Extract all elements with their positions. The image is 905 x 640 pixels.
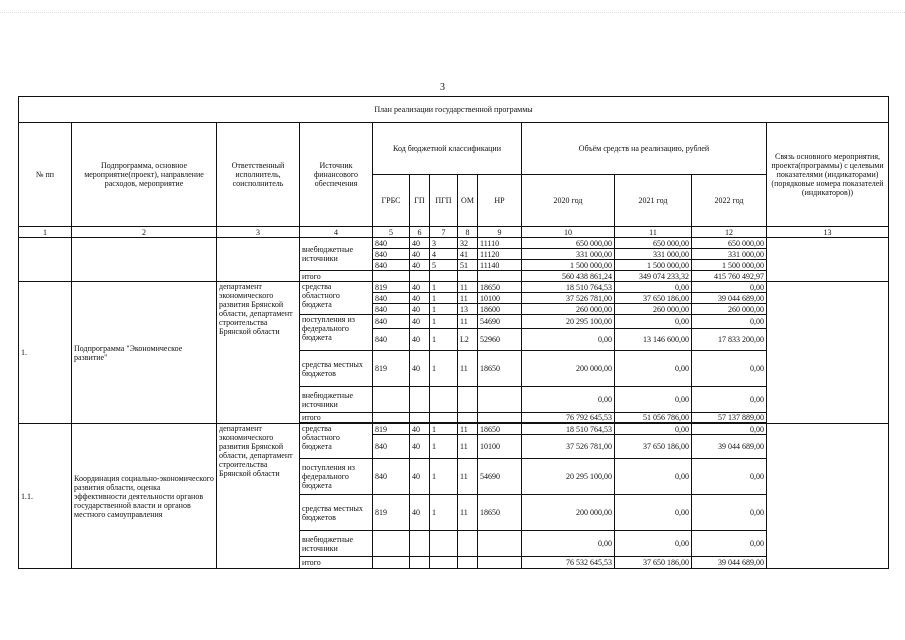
cell-2022: 17 833 200,00 xyxy=(692,329,767,351)
col-number: 10 xyxy=(522,227,615,238)
col-number: 6 xyxy=(410,227,430,238)
header-om: ОМ xyxy=(458,175,478,227)
cell-2020: 200 000,00 xyxy=(522,495,615,531)
cell-2022: 650 000,00 xyxy=(692,238,767,249)
cell-grbs: 819 xyxy=(373,424,410,435)
total-2022: 57 137 889,00 xyxy=(692,413,767,423)
cell-2020: 0,00 xyxy=(522,531,615,557)
cell-gp: 40 xyxy=(410,315,430,329)
table-row xyxy=(19,282,889,293)
cell-empty xyxy=(410,557,430,569)
source-local: средства местных бюджетов xyxy=(300,495,373,531)
cell-pgp: 3 xyxy=(430,238,458,249)
cell-pgp: 1 xyxy=(430,351,458,387)
cell-nr: 10100 xyxy=(478,435,522,459)
cell-2020: 18 510 764,53 xyxy=(522,282,615,293)
source-local: средства местных бюджетов xyxy=(300,351,373,387)
table-title: План реализации государственной программы xyxy=(19,97,889,123)
page-number: 3 xyxy=(440,82,445,93)
cell-nr: 18650 xyxy=(478,424,522,435)
cell-nr: 54690 xyxy=(478,459,522,495)
cell-gp: 40 xyxy=(410,435,430,459)
cell-om: 32 xyxy=(458,238,478,249)
cell-2020: 20 295 100,00 xyxy=(522,315,615,329)
cell-empty xyxy=(373,413,410,423)
cell-pgp: 1 xyxy=(430,495,458,531)
cell-empty xyxy=(430,413,458,423)
cell-2022: 0,00 xyxy=(692,459,767,495)
cell-pgp: 1 xyxy=(430,424,458,435)
scan-artifact-line xyxy=(0,12,905,19)
header-indicator-link: Связь основного мероприятия, проекта(программы) с целевыми показателями (индикаторами) (порядковые номера показателей (индикаторов)) xyxy=(767,123,889,227)
executor-name: департамент экономического развития Брянской области, департамент строительства Брянской области xyxy=(217,424,300,569)
total-label: итого xyxy=(300,557,373,569)
cell-pgp: 1 xyxy=(430,459,458,495)
header-2022: 2022 год xyxy=(692,175,767,227)
subprogram-name: Подпрограмма "Экономическое развитие" xyxy=(72,282,217,424)
header-2021: 2021 год xyxy=(615,175,692,227)
cell-empty xyxy=(458,557,478,569)
cell-om: 41 xyxy=(458,249,478,260)
cell-empty xyxy=(478,271,522,282)
source-extra: внебюджетные источники xyxy=(300,238,373,271)
cell-empty xyxy=(410,271,430,282)
row-number: 1. xyxy=(19,282,72,424)
cell-2020: 650 000,00 xyxy=(522,238,615,249)
cell-nr: 11120 xyxy=(478,249,522,260)
cell-empty xyxy=(430,387,458,413)
cell-2021: 260 000,00 xyxy=(615,304,692,315)
subprogram-name: Координация социально-экономического развития области, оценка эффективности деятельности органов государственной власти и органов местного самоуправления xyxy=(72,424,217,569)
cell-pgp: 1 xyxy=(430,293,458,304)
program-plan-table xyxy=(18,96,889,569)
total-label: итого xyxy=(300,413,373,423)
col-number: 1 xyxy=(19,227,72,238)
cell-empty xyxy=(458,413,478,423)
cell-empty xyxy=(430,531,458,557)
cell-om: 13 xyxy=(458,304,478,315)
col-number: 8 xyxy=(458,227,478,238)
col-number: 2 xyxy=(72,227,217,238)
source-federal: поступления из федерального бюджета xyxy=(300,459,373,495)
cell-2021: 0,00 xyxy=(615,424,692,435)
cell-2020: 0,00 xyxy=(522,329,615,351)
cell-nr: 18650 xyxy=(478,495,522,531)
total-2021: 37 650 186,00 xyxy=(615,557,692,569)
cell-empty xyxy=(19,238,72,282)
cell-empty xyxy=(478,387,522,413)
total-2021: 349 074 233,32 xyxy=(615,271,692,282)
header-volume: Объём средств на реализацию, рублей xyxy=(522,123,767,175)
cell-2022: 1 500 000,00 xyxy=(692,260,767,271)
cell-2021: 0,00 xyxy=(615,315,692,329)
cell-empty xyxy=(767,424,889,569)
cell-om: 11 xyxy=(458,495,478,531)
cell-empty xyxy=(478,531,522,557)
cell-2020: 20 295 100,00 xyxy=(522,459,615,495)
col-number: 13 xyxy=(767,227,889,238)
cell-2022: 260 000,00 xyxy=(692,304,767,315)
cell-2022: 0,00 xyxy=(692,531,767,557)
cell-nr: 18600 xyxy=(478,304,522,315)
cell-gp: 40 xyxy=(410,459,430,495)
col-number: 12 xyxy=(692,227,767,238)
header-grbs: ГРБС xyxy=(373,175,410,227)
header-executor: Ответственный исполнитель, соисполнитель xyxy=(217,123,300,227)
cell-gp: 40 xyxy=(410,329,430,351)
cell-empty xyxy=(410,413,430,423)
table-row xyxy=(19,424,889,435)
header-num: № пп xyxy=(19,123,72,227)
cell-2022: 39 044 689,00 xyxy=(692,293,767,304)
cell-gp: 40 xyxy=(410,249,430,260)
source-regional: средства областного бюджета xyxy=(300,424,373,459)
cell-grbs: 819 xyxy=(373,351,410,387)
cell-empty xyxy=(373,271,410,282)
col-number: 3 xyxy=(217,227,300,238)
col-number: 9 xyxy=(478,227,522,238)
cell-empty xyxy=(478,557,522,569)
cell-pgp: 1 xyxy=(430,435,458,459)
cell-grbs: 840 xyxy=(373,238,410,249)
cell-2021: 0,00 xyxy=(615,351,692,387)
cell-pgp: 1 xyxy=(430,329,458,351)
cell-empty xyxy=(373,387,410,413)
cell-grbs: 840 xyxy=(373,293,410,304)
cell-2020: 331 000,00 xyxy=(522,249,615,260)
source-extra: внебюджетные источники xyxy=(300,387,373,413)
cell-empty xyxy=(458,387,478,413)
cell-grbs: 819 xyxy=(373,282,410,293)
cell-gp: 40 xyxy=(410,351,430,387)
total-2022: 415 760 492,97 xyxy=(692,271,767,282)
cell-gp: 40 xyxy=(410,304,430,315)
cell-gp: 40 xyxy=(410,495,430,531)
cell-2020: 37 526 781,00 xyxy=(522,293,615,304)
cell-pgp: 4 xyxy=(430,249,458,260)
cell-om: 11 xyxy=(458,459,478,495)
cell-om: 11 xyxy=(458,315,478,329)
cell-grbs: 840 xyxy=(373,435,410,459)
cell-empty xyxy=(458,271,478,282)
cell-nr: 11140 xyxy=(478,260,522,271)
row-number: 1.1. xyxy=(19,424,72,569)
total-2020: 76 532 645,53 xyxy=(522,557,615,569)
header-pgp: ПГП xyxy=(430,175,458,227)
column-number-row xyxy=(19,227,889,238)
cell-om: 11 xyxy=(458,293,478,304)
cell-grbs: 819 xyxy=(373,495,410,531)
cell-2021: 0,00 xyxy=(615,459,692,495)
cell-2021: 0,00 xyxy=(615,495,692,531)
source-regional: средства областного бюджета xyxy=(300,282,373,315)
cell-gp: 40 xyxy=(410,424,430,435)
cell-om: 11 xyxy=(458,424,478,435)
cell-2021: 1 500 000,00 xyxy=(615,260,692,271)
cell-empty xyxy=(430,271,458,282)
cell-grbs: 840 xyxy=(373,304,410,315)
table-row xyxy=(19,238,889,249)
cell-empty xyxy=(767,238,889,282)
cell-om: L2 xyxy=(458,329,478,351)
cell-pgp: 1 xyxy=(430,282,458,293)
header-budget-code: Код бюджетной классификации xyxy=(373,123,522,175)
cell-empty xyxy=(458,531,478,557)
cell-gp: 40 xyxy=(410,260,430,271)
cell-gp: 40 xyxy=(410,293,430,304)
total-2020: 560 438 861,24 xyxy=(522,271,615,282)
cell-2021: 331 000,00 xyxy=(615,249,692,260)
cell-nr: 54690 xyxy=(478,315,522,329)
header-nr: НР xyxy=(478,175,522,227)
cell-2022: 0,00 xyxy=(692,315,767,329)
cell-empty xyxy=(430,557,458,569)
cell-2021: 13 146 600,00 xyxy=(615,329,692,351)
cell-gp: 40 xyxy=(410,282,430,293)
cell-2022: 0,00 xyxy=(692,495,767,531)
total-2021: 51 056 786,00 xyxy=(615,413,692,423)
cell-2020: 1 500 000,00 xyxy=(522,260,615,271)
cell-om: 51 xyxy=(458,260,478,271)
cell-2021: 37 650 186,00 xyxy=(615,293,692,304)
cell-nr: 10100 xyxy=(478,293,522,304)
cell-om: 11 xyxy=(458,435,478,459)
cell-empty xyxy=(373,531,410,557)
executor-name: департамент экономического развития Брянской области, департамент строительства Брянской области xyxy=(217,282,300,424)
cell-2022: 331 000,00 xyxy=(692,249,767,260)
col-number: 7 xyxy=(430,227,458,238)
cell-2022: 39 044 689,00 xyxy=(692,435,767,459)
header-subprogram: Подпрограмма, основное мероприятие(проект), направление расходов, мероприятие xyxy=(72,123,217,227)
cell-empty xyxy=(478,413,522,423)
cell-2021: 0,00 xyxy=(615,282,692,293)
col-number: 5 xyxy=(373,227,410,238)
cell-grbs: 840 xyxy=(373,459,410,495)
col-number: 4 xyxy=(300,227,373,238)
cell-2022: 0,00 xyxy=(692,351,767,387)
header-source: Источник финансового обеспечения xyxy=(300,123,373,227)
cell-2020: 18 510 764,53 xyxy=(522,424,615,435)
cell-om: 11 xyxy=(458,351,478,387)
cell-grbs: 840 xyxy=(373,260,410,271)
cell-pgp: 1 xyxy=(430,304,458,315)
cell-empty xyxy=(767,282,889,424)
cell-grbs: 840 xyxy=(373,315,410,329)
cell-nr: 11110 xyxy=(478,238,522,249)
source-extra: внебюджетные источники xyxy=(300,531,373,557)
cell-2020: 37 526 781,00 xyxy=(522,435,615,459)
cell-empty xyxy=(410,387,430,413)
cell-2022: 0,00 xyxy=(692,282,767,293)
cell-empty xyxy=(373,557,410,569)
cell-pgp: 5 xyxy=(430,260,458,271)
cell-2020: 0,00 xyxy=(522,387,615,413)
cell-empty xyxy=(410,531,430,557)
cell-gp: 40 xyxy=(410,238,430,249)
total-label: итого xyxy=(300,271,373,282)
col-number: 11 xyxy=(615,227,692,238)
cell-2021: 37 650 186,00 xyxy=(615,435,692,459)
cell-nr: 18650 xyxy=(478,282,522,293)
total-2020: 76 792 645,53 xyxy=(522,413,615,423)
header-gp: ГП xyxy=(410,175,430,227)
source-federal: поступления из федерального бюджета xyxy=(300,315,373,351)
cell-nr: 52960 xyxy=(478,329,522,351)
total-2022: 39 044 689,00 xyxy=(692,557,767,569)
cell-2021: 0,00 xyxy=(615,531,692,557)
cell-2020: 260 000,00 xyxy=(522,304,615,315)
cell-grbs: 840 xyxy=(373,329,410,351)
cell-pgp: 1 xyxy=(430,315,458,329)
cell-2022: 0,00 xyxy=(692,387,767,413)
cell-empty xyxy=(217,238,300,282)
cell-2022: 0,00 xyxy=(692,424,767,435)
cell-empty xyxy=(72,238,217,282)
cell-om: 11 xyxy=(458,282,478,293)
cell-nr: 18650 xyxy=(478,351,522,387)
cell-2021: 0,00 xyxy=(615,387,692,413)
cell-2021: 650 000,00 xyxy=(615,238,692,249)
header-2020: 2020 год xyxy=(522,175,615,227)
cell-grbs: 840 xyxy=(373,249,410,260)
cell-2020: 200 000,00 xyxy=(522,351,615,387)
